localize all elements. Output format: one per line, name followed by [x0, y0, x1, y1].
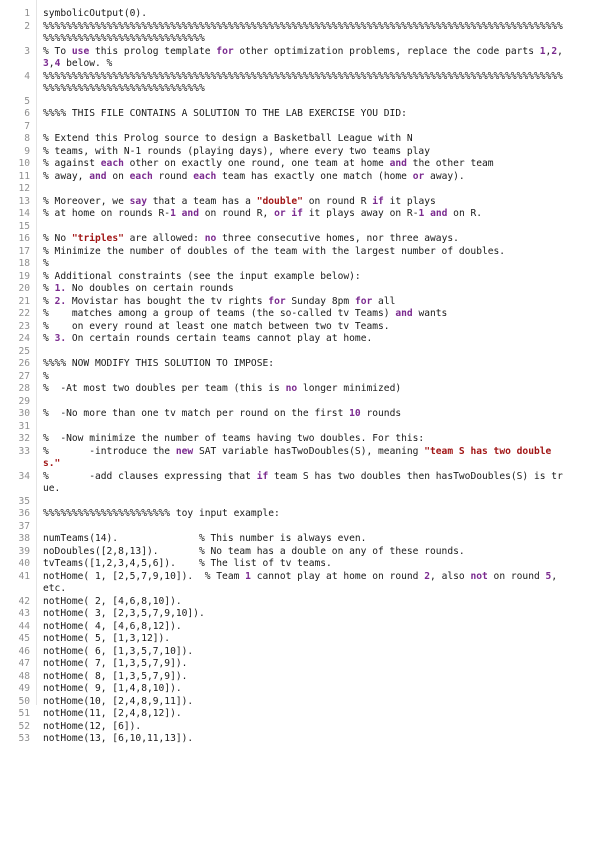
text-token: SAT variable hasTwoDoubles(S), meaning: [193, 445, 425, 457]
text-token: ,: [545, 45, 552, 57]
code-line[interactable]: [0, 133, 600, 146]
number-token: 2: [551, 45, 558, 57]
code-line[interactable]: [0, 558, 600, 571]
line-text: [37, 658, 565, 671]
number-token: 1: [170, 208, 176, 219]
line-text: [37, 8, 565, 21]
line-number: 31: [18, 420, 30, 432]
keyword-token: say: [129, 195, 147, 207]
code-line[interactable]: [0, 71, 600, 96]
string-token: "double": [256, 195, 303, 207]
text-token: % -At most two doubles per team (this is: [43, 383, 286, 394]
text-token: % Moreover, we: [43, 195, 130, 207]
code-line[interactable]: [0, 296, 600, 309]
text-token: ,: [557, 45, 563, 57]
keyword-token: and: [430, 208, 448, 219]
code-line[interactable]: [0, 108, 600, 121]
code-line[interactable]: [0, 571, 600, 596]
line-number: 52: [18, 720, 30, 732]
line-text: [37, 133, 565, 146]
line-text: [37, 208, 565, 221]
code-line[interactable]: [0, 508, 600, 521]
keyword-token: use: [71, 45, 90, 57]
code-line[interactable]: [0, 658, 600, 671]
text-token: rounds: [360, 408, 402, 419]
line-number: 53: [18, 733, 30, 744]
line-text: [37, 621, 565, 634]
line-number: 1: [24, 8, 30, 19]
line-text: [37, 408, 565, 421]
text-token: % -introduce the: [43, 445, 176, 457]
line-number: 19: [18, 270, 30, 282]
line-text: [37, 533, 565, 546]
text-token: notHome(12, [6]).: [43, 720, 142, 732]
line-text: [37, 46, 565, 71]
number-token: 10: [349, 408, 361, 419]
code-line[interactable]: [0, 308, 600, 321]
number-token: 2: [424, 570, 431, 582]
line-number: 37: [18, 520, 30, 532]
number-token: 1: [539, 45, 546, 57]
line-number: 51: [18, 708, 30, 719]
code-line[interactable]: [0, 271, 600, 284]
line-number: 5: [24, 95, 30, 107]
line-number: 38: [18, 533, 30, 544]
keyword-token: if: [256, 470, 269, 482]
code-line[interactable]: [0, 246, 600, 259]
line-text: [37, 608, 565, 621]
code-line[interactable]: [0, 196, 600, 209]
text-token: % -Now minimize the number of teams having two doubles. For this:: [43, 433, 425, 444]
text-token: % To: [43, 45, 72, 57]
line-text: [37, 546, 565, 559]
code-line[interactable]: [0, 433, 600, 446]
text-token: longer minimized): [297, 383, 402, 394]
line-text: [37, 308, 565, 321]
number-token: 5: [545, 570, 552, 582]
line-text: [37, 508, 565, 521]
code-line[interactable]: [0, 383, 600, 396]
line-number: 29: [18, 395, 30, 407]
code-line[interactable]: [0, 146, 600, 159]
text-token: % away,: [43, 170, 90, 182]
line-text: [37, 396, 565, 409]
text-token: team S has two doubles then hasTwoDoubles(S) is true.: [43, 470, 563, 494]
code-line[interactable]: [0, 333, 600, 346]
code-line[interactable]: [0, 683, 600, 696]
line-number: 47: [18, 658, 30, 669]
line-text: [37, 471, 565, 496]
line-number: 14: [18, 208, 30, 219]
text-token: notHome( 7, [1,3,5,7,9]).: [43, 658, 188, 669]
code-line[interactable]: [0, 346, 600, 359]
code-line[interactable]: [0, 633, 600, 646]
code-line[interactable]: [0, 8, 600, 21]
text-token: notHome(11, [2,4,8,12]).: [43, 708, 182, 719]
text-token: , also: [430, 570, 471, 582]
text-token: notHome( 9, [1,4,8,10]).: [43, 683, 182, 694]
line-number: 44: [18, 620, 30, 632]
text-token: on round R,: [198, 208, 275, 219]
line-text: [37, 271, 565, 284]
line-number: 28: [18, 383, 30, 394]
code-line[interactable]: [0, 358, 600, 371]
text-token: % matches among a group of teams (the so-called tv Teams): [43, 308, 396, 319]
text-token: % against: [43, 158, 101, 169]
line-number: 18: [18, 258, 30, 269]
line-text: [37, 183, 565, 196]
line-number: 20: [18, 283, 30, 294]
line-number: 2: [24, 20, 30, 32]
line-number: 16: [18, 233, 30, 244]
line-text: [37, 158, 565, 171]
code-line[interactable]: [0, 233, 600, 246]
text-token: all: [372, 295, 396, 307]
line-number: 42: [18, 595, 30, 607]
text-token: wants: [412, 308, 448, 319]
line-number: 12: [18, 183, 30, 194]
text-token: % -add clauses expressing that: [43, 470, 257, 482]
text-token: notHome( 8, [1,3,5,7,9]).: [43, 670, 188, 682]
text-token: %%%%%%%%%%%%%%%%%%%%%% toy input example:: [43, 508, 280, 519]
code-line[interactable]: [0, 121, 600, 134]
keyword-token: or: [274, 208, 286, 219]
line-text: [37, 683, 565, 696]
text-token: tvTeams([1,2,3,4,5,6]). % The list of tv teams.: [43, 558, 332, 569]
line-text: [37, 333, 565, 346]
text-token: numTeams(14). % This number is always even.: [43, 533, 367, 544]
line-number: 9: [24, 145, 30, 157]
line-number: 46: [18, 645, 30, 657]
code-line[interactable]: [0, 621, 600, 634]
line-text: [37, 421, 565, 434]
text-token: , etc.: [43, 570, 563, 594]
line-number: 11: [18, 170, 30, 182]
number-token: 3: [43, 58, 49, 69]
text-token: symbolicOutput(0).: [43, 8, 147, 19]
code-line[interactable]: [0, 171, 600, 184]
line-number: 21: [18, 295, 30, 307]
line-number: 30: [18, 408, 30, 419]
text-token: the other team: [406, 158, 494, 169]
text-token: it plays: [383, 195, 436, 207]
line-text: [37, 708, 565, 721]
code-line[interactable]: [0, 708, 600, 721]
number-token: 1: [418, 208, 425, 219]
text-token: notHome(13, [6,10,11,13]).: [43, 733, 194, 744]
text-token: round: [152, 170, 194, 182]
line-text: [37, 558, 565, 571]
line-number: 15: [18, 220, 30, 232]
text-token: Sunday 8pm: [285, 295, 355, 307]
code-line[interactable]: [0, 533, 600, 546]
code-line[interactable]: [0, 321, 600, 334]
text-token: No doubles on certain rounds: [66, 283, 234, 294]
text-token: notHome( 4, [4,6,8,12]).: [43, 620, 182, 632]
line-number: 45: [18, 633, 30, 644]
text-token: % -No more than one tv match per round on the first: [43, 408, 350, 419]
line-number: 40: [18, 558, 30, 569]
line-number: 50: [18, 695, 30, 707]
line-text: [37, 221, 565, 234]
code-line[interactable]: [0, 496, 600, 509]
line-text: [37, 146, 565, 159]
line-number: 22: [18, 308, 30, 319]
line-text: [37, 646, 565, 659]
line-text: [37, 383, 565, 396]
line-text: [37, 521, 565, 534]
text-token: away).: [424, 170, 465, 182]
text-token: below. %: [60, 58, 113, 69]
code-line[interactable]: [0, 96, 600, 109]
line-number: 32: [18, 433, 30, 444]
text-token: it plays away on R-: [302, 208, 419, 219]
line-number: 34: [18, 470, 30, 482]
keyword-token: if: [291, 208, 303, 219]
text-token: % Extend this Prolog source to design a Basketball League with N: [43, 133, 413, 144]
line-text: [37, 696, 565, 709]
line-text: [37, 296, 565, 309]
line-number: 36: [18, 508, 30, 519]
code-line[interactable]: [0, 696, 600, 709]
line-number: 23: [18, 320, 30, 332]
line-text: [37, 433, 565, 446]
text-token: cannot play at home on round: [250, 570, 425, 582]
code-line[interactable]: [0, 421, 600, 434]
line-text: [37, 196, 565, 209]
line-text: [37, 108, 565, 121]
keyword-token: for: [216, 45, 234, 57]
text-token: %: [43, 258, 49, 269]
line-number: 4: [24, 70, 30, 82]
code-line[interactable]: [0, 183, 600, 196]
code-line[interactable]: [0, 546, 600, 559]
keyword-token: each: [129, 170, 153, 182]
line-number: 8: [24, 133, 30, 144]
line-number: 33: [18, 445, 30, 457]
code-line[interactable]: [0, 471, 600, 496]
text-token: % Minimize the number of doubles of the team with the largest number of doubles.: [43, 245, 506, 257]
line-text: [37, 71, 565, 96]
text-token: % at home on rounds R-: [43, 208, 171, 219]
code-line[interactable]: [0, 396, 600, 409]
line-number: 43: [18, 608, 30, 619]
text-token: notHome( 1, [2,5,7,9,10]). % Team: [43, 570, 246, 582]
line-number: 39: [18, 545, 30, 557]
line-text: [37, 21, 565, 46]
line-number: 25: [18, 345, 30, 357]
code-line[interactable]: [0, 671, 600, 684]
code-line[interactable]: [0, 21, 600, 46]
code-line[interactable]: [0, 596, 600, 609]
line-text: [37, 346, 565, 359]
code-line[interactable]: [0, 646, 600, 659]
line-text: [37, 633, 565, 646]
text-token: on: [106, 170, 130, 182]
text-token: are allowed:: [123, 233, 205, 244]
text-token: %%%%%%%%%%%%%%%%%%%%%%%%%%%%%%%%%%%%%%%%%%%%%%%%%%%%%%%%%%%%%%%%%%%%%%%%%%%%%%%%%%%%%%%%%%%%%%%%%%%%%%%%%%%%%%%%%%%%%%: [43, 20, 563, 44]
keyword-token: new: [175, 445, 194, 457]
text-token: notHome( 2, [4,6,8,10]).: [43, 595, 182, 607]
text-token: ,: [48, 58, 55, 69]
keyword-token: for: [268, 295, 286, 307]
code-line[interactable]: [0, 283, 600, 296]
text-token: %: [43, 283, 55, 294]
text-token: notHome( 6, [1,3,5,7,10]).: [43, 645, 194, 657]
text-token: Movistar has bought the tv rights: [66, 295, 269, 307]
line-text: [37, 596, 565, 609]
keyword-token: and: [181, 208, 199, 219]
code-line[interactable]: [0, 208, 600, 221]
keyword-token: and: [89, 170, 107, 182]
keyword-token: no: [204, 233, 217, 244]
code-line[interactable]: [0, 521, 600, 534]
line-number: 13: [18, 195, 30, 207]
text-token: team has exactly one match (home: [216, 170, 413, 182]
line-text: [37, 446, 565, 471]
string-token: "triples": [71, 233, 124, 244]
number-token: 2.: [54, 295, 67, 307]
line-text: [37, 371, 565, 384]
text-token: other optimization problems, replace the code parts: [233, 45, 540, 57]
line-text: [37, 496, 565, 509]
line-number: 41: [18, 570, 30, 582]
line-text: [37, 121, 565, 134]
text-token: three consecutive homes, nor three aways.: [216, 233, 459, 244]
line-number: 48: [18, 670, 30, 682]
text-token: %%%% NOW MODIFY THIS SOLUTION TO IMPOSE:: [43, 358, 275, 369]
number-token: 1.: [54, 283, 67, 294]
text-token: on R.: [447, 208, 483, 219]
text-token: % teams, with N-1 rounds (playing days), where every two teams play: [43, 145, 430, 157]
text-token: on round: [487, 570, 546, 582]
text-token: noDoubles([2,8,13]). % No team has a double on any of these rounds.: [43, 545, 465, 557]
keyword-token: or: [412, 170, 425, 182]
line-text: [37, 96, 565, 109]
text-token: this prolog template: [89, 45, 217, 57]
line-text: [37, 321, 565, 334]
code-line[interactable]: [0, 371, 600, 384]
line-number: 10: [18, 158, 30, 169]
line-number: 26: [18, 358, 30, 369]
code-line[interactable]: [0, 408, 600, 421]
keyword-token: each: [100, 158, 124, 169]
line-text: [37, 246, 565, 259]
code-area[interactable]: [0, 8, 600, 746]
line-text: [37, 233, 565, 246]
text-token: % No: [43, 233, 72, 244]
code-line[interactable]: [0, 446, 600, 471]
line-number: 7: [24, 120, 30, 132]
number-token: 1: [245, 570, 251, 582]
code-line[interactable]: [0, 608, 600, 621]
text-token: %: [43, 370, 49, 382]
line-text: [37, 733, 565, 746]
line-text: [37, 358, 565, 371]
text-token: notHome( 5, [1,3,12]).: [43, 633, 171, 644]
code-line[interactable]: [0, 258, 600, 271]
line-number: 27: [18, 370, 30, 382]
string-token: "team S has two doubles.": [43, 445, 552, 469]
code-line[interactable]: [0, 733, 600, 746]
line-number: 3: [24, 45, 30, 57]
text-token: On certain rounds certain teams cannot play at home.: [66, 333, 373, 344]
text-token: %: [43, 333, 55, 344]
line-number: 35: [18, 495, 30, 507]
text-token: % on every round at least one match between two tv Teams.: [43, 320, 390, 332]
number-token: 3.: [54, 333, 67, 344]
code-line[interactable]: [0, 721, 600, 734]
keyword-token: for: [354, 295, 373, 307]
keyword-token: not: [470, 570, 488, 582]
line-text: [37, 721, 565, 734]
text-token: that a team has a: [146, 195, 257, 207]
text-token: notHome( 3, [2,3,5,7,9,10]).: [43, 608, 205, 619]
keyword-token: and: [395, 308, 413, 319]
keyword-token: if: [372, 195, 384, 207]
text-token: %: [43, 295, 55, 307]
line-text: [37, 258, 565, 271]
keyword-token: and: [389, 158, 407, 169]
line-number: 49: [18, 683, 30, 694]
line-number: 24: [18, 333, 30, 344]
text-token: %%%%%%%%%%%%%%%%%%%%%%%%%%%%%%%%%%%%%%%%%%%%%%%%%%%%%%%%%%%%%%%%%%%%%%%%%%%%%%%%%%%%%%%%%%%%%%%%%%%%%%%%%%%%%%%%%%%%%%: [43, 70, 563, 94]
line-number: 6: [24, 108, 30, 119]
line-text: [37, 171, 565, 184]
line-text: [37, 283, 565, 296]
keyword-token: no: [285, 383, 298, 394]
text-token: other on exactly one round, one team at home: [123, 158, 390, 169]
text-token: %%%% THIS FILE CONTAINS A SOLUTION TO THE LAB EXERCISE YOU DID:: [43, 108, 407, 119]
line-text: [37, 671, 565, 684]
code-line[interactable]: [0, 158, 600, 171]
text-token: % Additional constraints (see the input example below):: [43, 270, 361, 282]
line-number: 17: [18, 245, 30, 257]
text-token: notHome(10, [2,4,8,9,11]).: [43, 695, 194, 707]
code-line[interactable]: [0, 46, 600, 71]
code-line[interactable]: [0, 221, 600, 234]
text-token: on round R: [302, 195, 373, 207]
number-token: 4: [54, 58, 61, 69]
keyword-token: each: [193, 170, 217, 182]
line-text: [37, 571, 565, 596]
